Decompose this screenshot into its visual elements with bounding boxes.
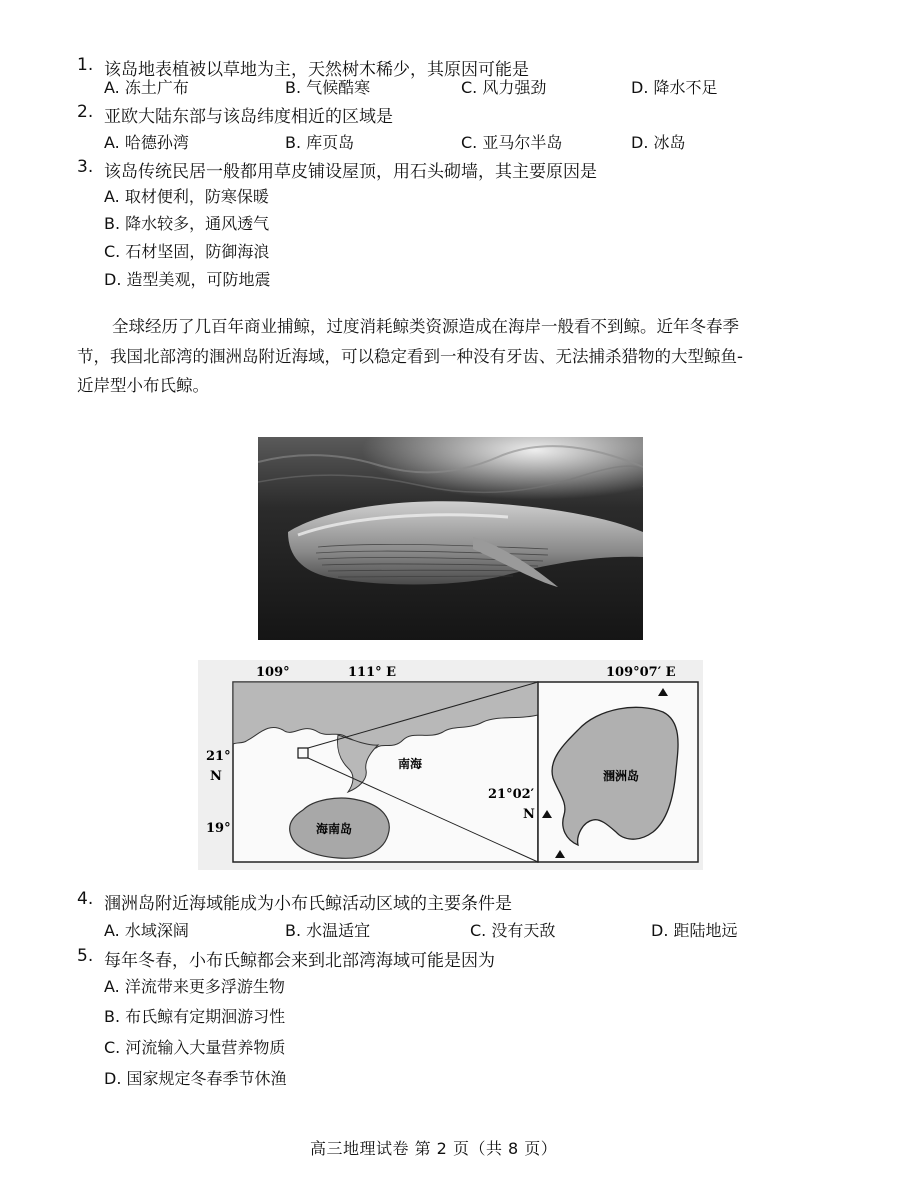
question-4-number: 4. (77, 889, 94, 909)
question-1-option-a: A. 冻土广布 (104, 78, 189, 97)
left-map-lat-21-n: N (210, 769, 222, 784)
question-4-option-a: A. 水域深阔 (104, 921, 189, 940)
question-4-option-d: D. 距陆地远 (651, 921, 738, 940)
left-map-lon-111: 111° E (348, 665, 397, 680)
question-2-number: 2. (77, 102, 94, 122)
whale-photo (258, 437, 643, 640)
question-4-option-c: C. 没有天敌 (470, 921, 556, 940)
question-5-number: 5. (77, 946, 94, 966)
location-maps (198, 660, 703, 870)
question-4-text: 涠洲岛附近海域能成为小布氏鲸活动区域的主要条件是 (104, 894, 512, 914)
question-3-option-b: B. 降水较多，通风透气 (104, 214, 270, 233)
passage-line-3: 近岸型小布氏鲸。 (77, 376, 209, 395)
question-5-option-b: B. 布氏鲸有定期洄游习性 (104, 1007, 286, 1026)
question-2-option-a: A. 哈德孙湾 (104, 133, 189, 152)
question-1-number: 1. (77, 55, 94, 75)
page-footer: 高三地理试卷 第 2 页（共 8 页） (310, 1139, 558, 1158)
left-map-lat-19: 19° (206, 821, 231, 836)
question-3-text: 该岛传统民居一般都用草皮铺设屋顶，用石头砌墙，其主要原因是 (104, 162, 597, 182)
question-1-text: 该岛地表植被以草地为主，天然树木稀少，其原因可能是 (104, 60, 529, 80)
question-5-option-a: A. 洋流带来更多浮游生物 (104, 977, 285, 996)
passage-line-1: 全球经历了几百年商业捕鲸，过度消耗鲸类资源造成在海岸一般看不到鲸。近年冬春季 (112, 317, 739, 336)
left-map-lat-21: 21° (206, 749, 231, 764)
left-map-lon-109: 109° (256, 665, 290, 680)
passage-line-2: 节，我国北部湾的涠洲岛附近海域，可以稳定看到一种没有牙齿、无法捕杀猎物的大型鲸鱼- (77, 347, 743, 366)
question-3-option-d: D. 造型美观，可防地震 (104, 270, 271, 289)
label-south-china-sea: 南海 (398, 757, 423, 771)
question-3-number: 3. (77, 157, 94, 177)
question-5-option-c: C. 河流输入大量营养物质 (104, 1038, 286, 1057)
label-hainan-island: 海南岛 (316, 822, 353, 836)
question-2-option-d: D. 冰岛 (631, 133, 686, 152)
label-weizhou-island: 涠洲岛 (603, 769, 640, 783)
right-map-lat-n: N (523, 807, 535, 822)
question-3-option-a: A. 取材便利，防寒保暖 (104, 187, 269, 206)
question-1-option-c: C. 风力强劲 (461, 78, 547, 97)
question-1-option-d: D. 降水不足 (631, 78, 718, 97)
question-5-text: 每年冬春，小布氏鲸都会来到北部湾海域可能是因为 (104, 951, 495, 971)
question-2-option-b: B. 库页岛 (285, 133, 355, 152)
right-map-lat: 21°02′ (488, 787, 535, 802)
question-5-option-d: D. 国家规定冬春季节休渔 (104, 1069, 287, 1088)
right-map-lon: 109°07′ E (606, 665, 676, 680)
question-4-option-b: B. 水温适宜 (285, 921, 371, 940)
question-2-text: 亚欧大陆东部与该岛纬度相近的区域是 (104, 107, 393, 127)
question-2-option-c: C. 亚马尔半岛 (461, 133, 563, 152)
question-3-option-c: C. 石材坚固，防御海浪 (104, 242, 270, 261)
question-1-option-b: B. 气候酷寒 (285, 78, 371, 97)
